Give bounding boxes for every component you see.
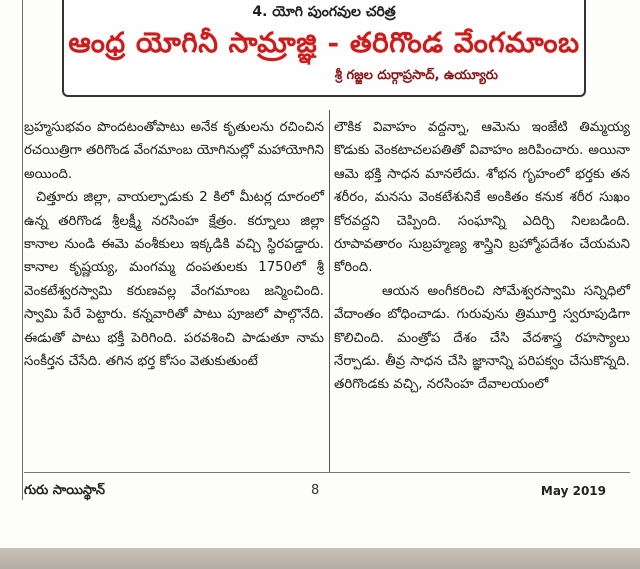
magazine-name: గురు సాయిస్థాన్ (24, 483, 105, 498)
paragraph: లౌకిక వివాహం వద్దన్నా, ఆమెను ఇంజేటి తిమ్మయ్య కొడుకు వెంకటాచలపతితో వివాహం జరిపించారు. అయినా ఆమె భక్తి సాధన మానలేదు. శోభన గృహంలో భర్తకు తన శరీరం, మనసు వెంకటేశునికే అంకితం కనుక శరీర సుఖం కోరవద్దని చెప్పింది. సంఘాన్ని ఎదిర్చి నిలబడింది. రూపావతారం సుబ్రహ్మణ్య శాస్త్రిని బ్రహ్మోపదేశం చేయమని కోరింది. (334, 120, 630, 276)
paragraph: ఆయన అంగీకరించి సోమేశ్వరస్వామి సన్నిధిలో వేదాంతం బోధించాడు. గురువును త్రిమూర్తి స్వరూపుడిగా కొలిచింది. మంత్రోప దేశం చేసి వేదశాస్త్ర రహస్యాలు నేర్పాడు. తీవ్ర సాధన చేసి జ్ఞానాన్ని పరిపక్వం చేసుకొన్నది. తరిగొండకు వచ్చి, నరసింహ దేవాలయంలో (334, 283, 630, 393)
right-column (334, 116, 630, 397)
author-byline: శ్రీ గజ్జల దుర్గాప్రసాద్, ఉయ్యూరు (334, 68, 498, 83)
paragraph: బ్రహ్మసుభవం పొందటంతోపాటు అనేక కృతులను రచించిన రచయిత్రిగా తరిగొండ వేంగమాంబ యోగినుల్లో మహాయోగిని అయింది. (24, 120, 324, 182)
paragraph: చిత్తూరు జిల్లా, వాయల్పాడుకు 2 కిలో మీటర్ల దూరంలో ఉన్న తరిగొండ శ్రీలక్ష్మీ నరసింహ క్షేత్రం. కర్నూలు జిల్లా కానాల నుండి ఈమె వంశీకులు ఇక్కడికి వచ్చి స్థిరపడ్డారు. కానాల కృష్ణయ్య, మంగమ్మ దంపతులకు 1750లో శ్రీ వెంకటేశ్వరస్వామి కరుణవల్ల వేంగమాంబ జన్మించింది. స్వామి పేరే పెట్టారు. కన్నవారితో పాటు పూజలో పాల్గొనేది. ఈడుతో పాటు భక్తీ పెరిగింది. పరవశించి పాడుతూ నామ సంకీర్తన చేసేది. తగిన భర్త కోసం వెతుకుతుంటే (24, 190, 324, 370)
page-number: 8 (311, 483, 320, 498)
issue-date: May 2019 (540, 484, 606, 498)
page-margin-rule (22, 0, 23, 500)
left-column (24, 116, 324, 373)
series-title: 4. యోగి పుంగవుల చరిత్ర (252, 4, 396, 20)
footer-rule (24, 472, 630, 473)
article-title: ఆంధ్ర యోగినీ సామ్రాజ్ఞి - తరిగొండ వేంగమాంబ (68, 26, 580, 59)
page-bottom-edge (0, 548, 640, 569)
article-header (62, 0, 586, 97)
column-divider (329, 110, 330, 472)
